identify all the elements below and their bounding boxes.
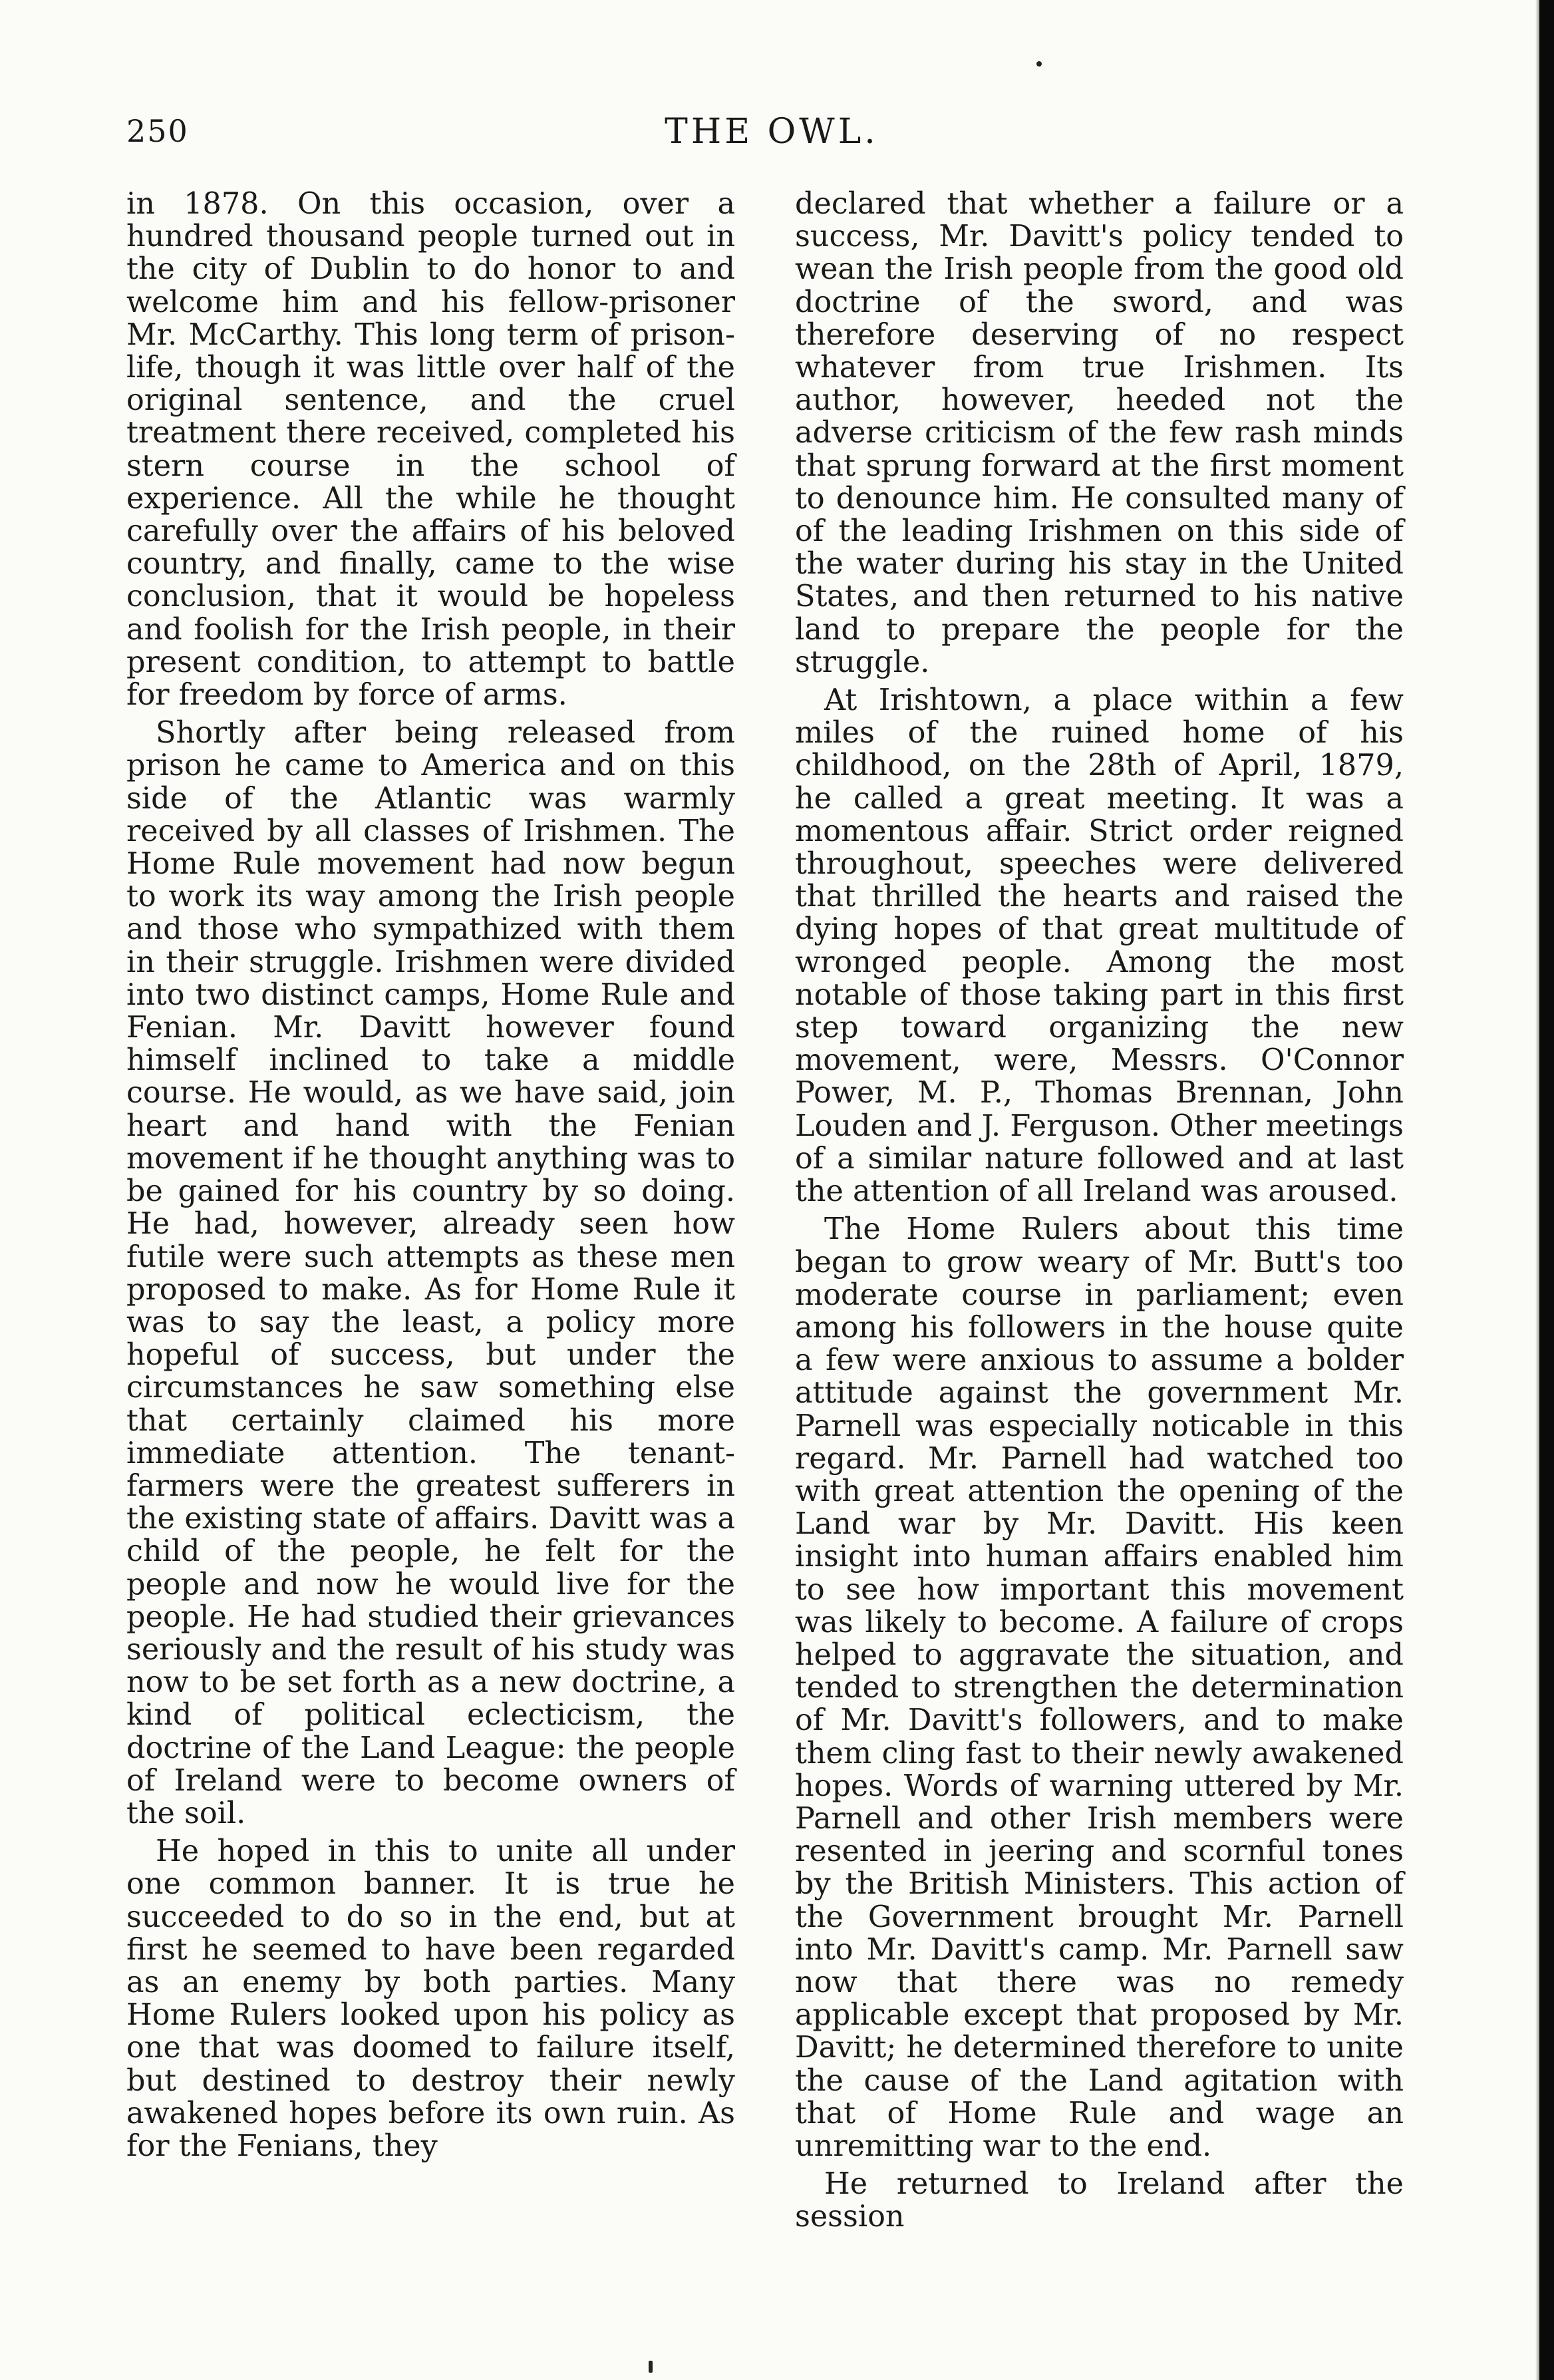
paragraph: He returned to Ireland after the session [795, 2167, 1404, 2234]
paragraph: declared that whether a failure or a success, Mr. Davitt's policy tended to wean the Irish people from the good old doctrine of the sword, and was therefore deserving of no respect whatever from true Irishmen. Its author, however, heeded not the adverse criticism of the few rash minds that sprung forward at the first moment to denounce him. He consulted many of of the leading Irishmen on this side of the water during his stay in the United States, and then returned to his native land to prepare the people for the struggle. [795, 187, 1404, 679]
paragraph: Shortly after being released from prison he came to America and on this side of the Atlantic was warmly received by all classes of Irishmen. The Home Rule movement had now begun to work its way among the Irish people and those who sympathized with them in their struggle. Irishmen were divided into two distinct camps, Home Rule and Fenian. Mr. Davitt however found himself inclined to take a middle course. He would, as we have said, join heart and hand with the Fenian movement if he thought anything was to be gained for his country by so doing. He had, however, already seen how futile were such attempts as these men proposed to make. As for Home Rule it was to say the least, a policy more hopeful of success, but under the circumstances he saw something else that certainly claimed his more immediate attention. The tenant-farmers were the greatest sufferers in the existing state of affairs. Davitt was a child of the people, he felt for the people and now he would live for the people. He had studied their grievances seriously and the result of his study was now to be set forth as a new doctrine, a kind of political eclecticism, the doctrine of the Land League: the people of Ireland were to become owners of the soil. [126, 716, 735, 1830]
text-column-left [126, 188, 735, 2162]
paragraph: At Irishtown, a place within a few miles of the ruined home of his childhood, on the 28th of April, 1879, he called a great meeting. It was a momentous affair. Strict order reigned throughout, speeches were delivered that thrilled the hearts and raised the dying hopes of that great multitude of wronged people. Among the most notable of those taking part in this first step toward organizing the new movement, were, Messrs. O'Connor Power, M. P., Thomas Brennan, John Louden and J. Ferguson. Other meetings of a similar nature followed and at last the attention of all Ireland was aroused. [795, 683, 1404, 1209]
page-header [126, 100, 1417, 160]
scan-edge [1539, 0, 1554, 2380]
paragraph: He hoped in this to unite all under one common banner. It is true he succeeded to do so in the end, but at first he seemed to have been regarded as an enemy by both parties. Many Home Rulers looked upon his policy as one that was doomed to failure itself, but destined to destroy their newly awakened hopes before its own ruin. As for the Fenians, they [126, 1834, 735, 2163]
running-title: THE OWL. [665, 112, 879, 152]
paragraph: The Home Rulers about this time began to grow weary of Mr. Butt's too moderate course in parliament; even among his followers in the house quite a few were anxious to assume a bolder attitude against the government Mr. Parnell was especially noticable in this regard. Mr. Parnell had watched too with great attention the opening of the Land war by Mr. Davitt. His keen insight into human affairs enabled him to see how important this movement was likely to become. A failure of crops helped to aggravate the situation, and tended to strengthen the determination of Mr. Davitt's followers, and to make them cling fast to their newly awakened hopes. Words of warning uttered by Mr. Parnell and other Irish members were resented in jeering and scornful tones by the British Ministers. This action of the Government brought Mr. Parnell into Mr. Davitt's camp. Mr. Parnell saw now that there was no remedy applicable except that proposed by Mr. Davitt; he determined therefore to unite the cause of the Land agitation with that of Home Rule and wage an unremitting war to the end. [795, 1212, 1404, 2163]
ink-speck [649, 2361, 653, 2373]
ink-speck [1036, 61, 1042, 67]
paragraph: in 1878. On this occasion, over a hundred thousand people turned out in the city of Dublin to do honor to and welcome him and his fellow-prisoner Mr. McCarthy. This long term of prison-life, though it was little over half of the original sentence, and the cruel treatment there received, completed his stern course in the school of experience. All the while he thought carefully over the affairs of his beloved country, and finally, came to the wise conclusion, that it would be hopeless and foolish for the Irish people, in their present condition, to attempt to battle for freedom by force of arms. [126, 187, 735, 713]
text-column-right [795, 188, 1404, 2234]
page-number: 250 [126, 113, 189, 149]
